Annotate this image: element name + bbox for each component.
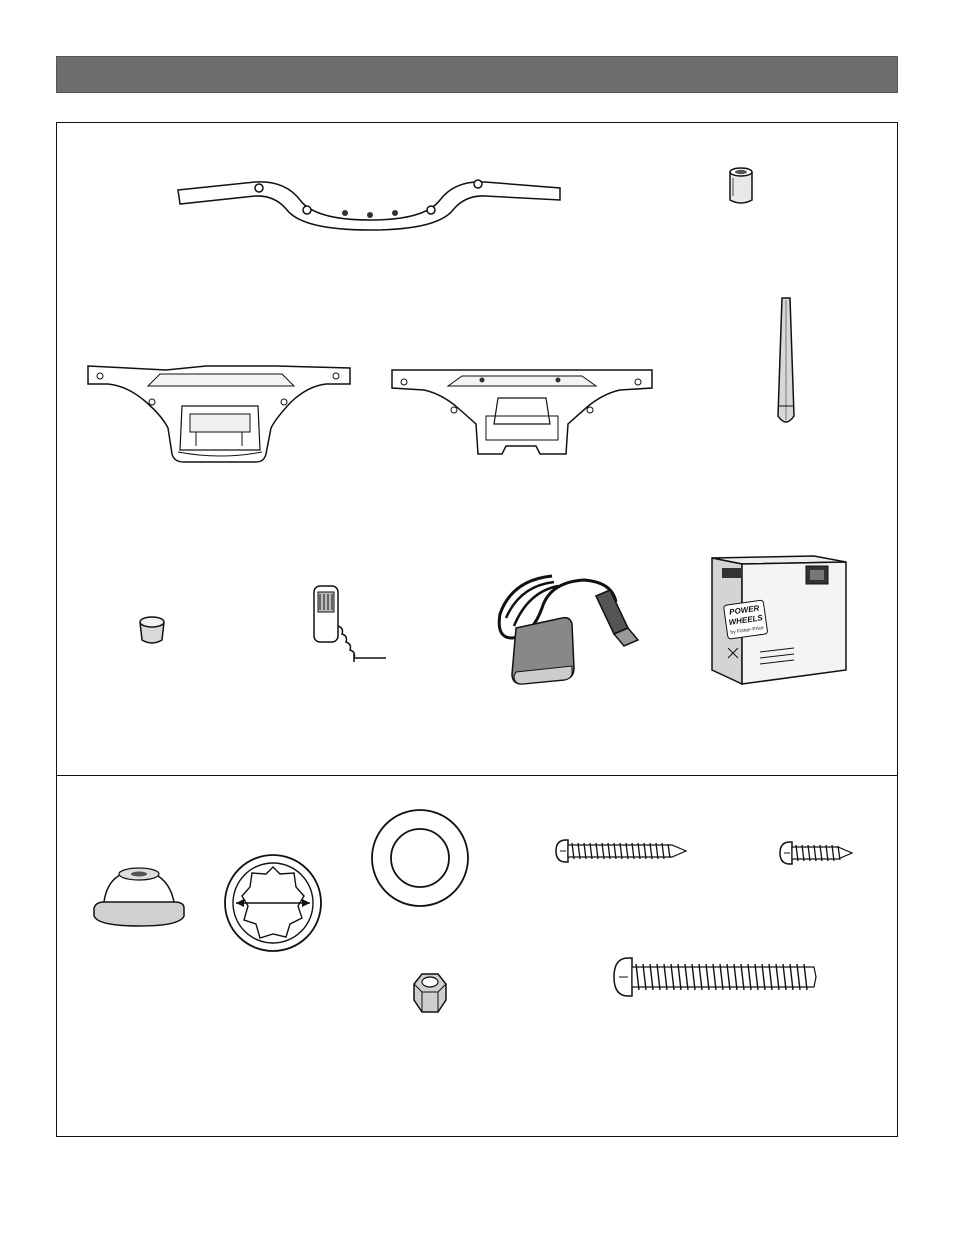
charger-illustration	[492, 568, 644, 686]
handlebar-illustration	[175, 170, 565, 232]
short-screw-illustration	[778, 840, 854, 866]
battery-logo-byline: by Fisher-Price	[730, 625, 765, 636]
hub-cap-illustration	[90, 862, 188, 930]
small-cap-illustration	[136, 614, 168, 646]
push-nut-illustration	[222, 854, 324, 952]
battery-logo-line1: POWER	[728, 603, 760, 617]
hex-nut-illustration	[410, 970, 450, 1016]
tapered-post-illustration	[772, 296, 800, 430]
spacer-sleeve-illustration	[726, 166, 756, 206]
battery-illustration	[710, 552, 852, 686]
long-screw-illustration	[612, 956, 818, 998]
section-divider	[56, 775, 898, 776]
front-bracket-right-illustration	[390, 366, 654, 462]
microphone-illustration	[310, 580, 392, 666]
battery-logo-line2: WHEELS	[728, 613, 764, 627]
battery-logo	[723, 600, 767, 639]
header-bar	[56, 56, 898, 93]
medium-screw-illustration	[554, 838, 690, 864]
washer-illustration	[370, 808, 470, 908]
front-bracket-left-illustration	[86, 362, 352, 466]
